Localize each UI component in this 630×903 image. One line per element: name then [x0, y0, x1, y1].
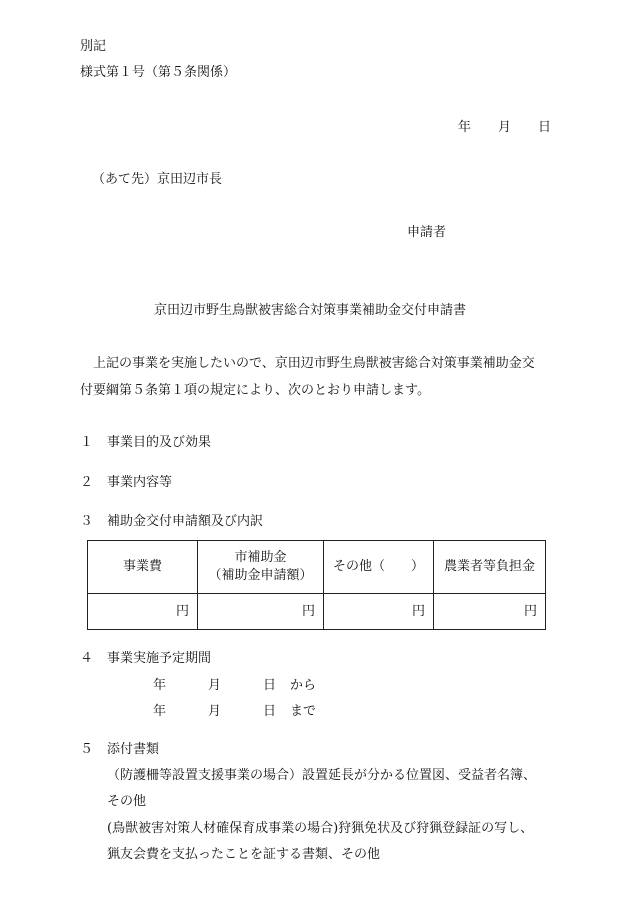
period-end-month: 月 — [208, 704, 222, 719]
section-3-label: 補助金交付申請額及び内訳 — [107, 514, 264, 529]
document-title: 京田辺市野生鳥獣被害総合対策事業補助金交付申請書 — [154, 303, 467, 318]
applicant-label: 申請者 — [407, 225, 447, 240]
header-other: その他（ ） — [324, 541, 434, 594]
section-2-number: ２ — [80, 475, 94, 490]
project-cost-cell: 円 — [88, 594, 198, 630]
form-number: 様式第１号（第５条関係） — [80, 65, 237, 80]
addressee: （あて先）京田辺市長 — [92, 172, 223, 187]
farmer-share-cell: 円 — [434, 594, 546, 630]
other-cell: 円 — [324, 594, 434, 630]
period-end-until: まで — [290, 704, 317, 719]
section-1-number: １ — [80, 435, 94, 450]
section-1-label: 事業目的及び効果 — [107, 435, 212, 450]
period-start-day: 日 — [263, 678, 277, 693]
section-4-number: ４ — [80, 651, 94, 666]
period-start-month: 月 — [208, 678, 222, 693]
date-month-label: 月 — [498, 120, 512, 135]
section-3-number: ３ — [80, 514, 94, 529]
section-5-number: ５ — [80, 742, 94, 757]
period-start-year: 年 — [153, 678, 167, 693]
appendix-label: 別記 — [80, 39, 107, 54]
date-year-label: 年 — [458, 120, 472, 135]
attachment-1-line-2: その他 — [107, 794, 147, 809]
header-project-cost: 事業費 — [88, 541, 198, 594]
period-end-day: 日 — [263, 704, 277, 719]
section-4-label: 事業実施予定期間 — [107, 651, 212, 666]
attachment-1-line-1: （防護柵等設置支援事業の場合）設置延長が分かる位置図、受益者名簿、 — [107, 768, 537, 783]
subsidy-breakdown-table — [87, 540, 546, 630]
section-2-label: 事業内容等 — [107, 475, 173, 490]
table-header-row — [88, 541, 546, 594]
header-city-subsidy-line2: （補助金申請額） — [208, 568, 313, 583]
section-5-label: 添付書類 — [107, 742, 160, 757]
period-end-year: 年 — [153, 704, 167, 719]
city-subsidy-cell: 円 — [198, 594, 324, 630]
header-city-subsidy — [198, 541, 324, 594]
date-day-label: 日 — [538, 120, 552, 135]
attachment-2-line-2: 猟友会費を支払ったことを証する書類、その他 — [107, 847, 381, 862]
intro-line-2: 付要綱第５条第１項の規定により、次のとおり申請します。 — [80, 383, 430, 398]
table-row — [88, 594, 546, 630]
header-farmer-share: 農業者等負担金 — [434, 541, 546, 594]
intro-line-1: 上記の事業を実施したいので、京田辺市野生鳥獣被害総合対策事業補助金交 — [93, 356, 535, 371]
header-city-subsidy-line1: 市補助金 — [234, 550, 287, 565]
period-start-from: から — [290, 678, 317, 693]
attachment-2-line-1: (鳥獣被害対策人材確保育成事業の場合)狩猟免状及び狩猟登録証の写し、 — [107, 821, 534, 836]
